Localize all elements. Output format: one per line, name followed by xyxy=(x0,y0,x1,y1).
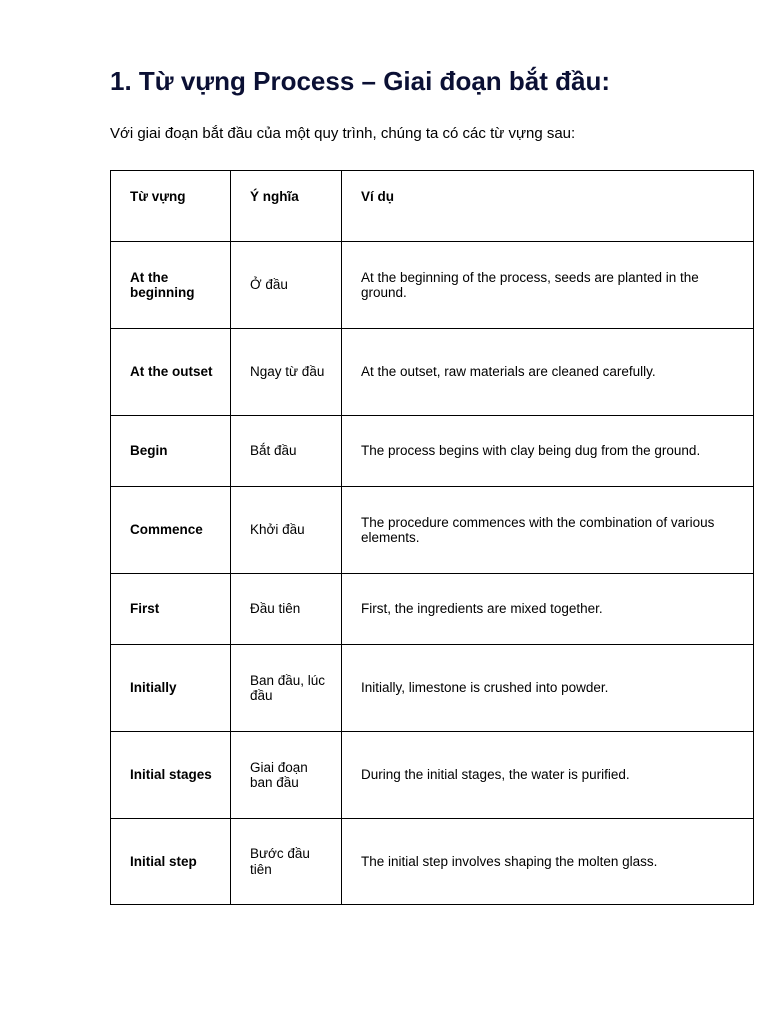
meaning-cell: Khởi đầu xyxy=(231,487,342,574)
example-cell: The process begins with clay being dug from the ground. xyxy=(342,416,754,487)
intro-paragraph: Với giai đoạn bắt đầu của một quy trình, chúng ta có các từ vựng sau: xyxy=(110,125,576,142)
example-cell: At the beginning of the process, seeds are planted in the ground. xyxy=(342,242,754,329)
word-cell: First xyxy=(111,574,231,645)
word-cell: Initial step xyxy=(111,819,231,905)
vocabulary-table xyxy=(110,170,754,905)
word-cell: Begin xyxy=(111,416,231,487)
table-row xyxy=(111,242,754,329)
page-heading: 1. Từ vựng Process – Giai đoạn bắt đầu: xyxy=(110,66,610,96)
meaning-cell: Đầu tiên xyxy=(231,574,342,645)
word-cell: Initial stages xyxy=(111,732,231,819)
table-header-row xyxy=(111,171,754,242)
meaning-cell: Ban đầu, lúc đầu xyxy=(231,645,342,732)
table-row xyxy=(111,819,754,905)
example-cell: At the outset, raw materials are cleaned carefully. xyxy=(342,329,754,416)
meaning-cell: Bắt đầu xyxy=(231,416,342,487)
example-cell: Initially, limestone is crushed into powder. xyxy=(342,645,754,732)
table-row xyxy=(111,487,754,574)
table-row xyxy=(111,732,754,819)
word-cell: At the beginning xyxy=(111,242,231,329)
meaning-cell: Ngay từ đầu xyxy=(231,329,342,416)
table-row xyxy=(111,645,754,732)
example-cell: The initial step involves shaping the molten glass. xyxy=(342,819,754,905)
header-cell-word: Từ vựng xyxy=(111,171,231,242)
word-cell: At the outset xyxy=(111,329,231,416)
word-cell: Commence xyxy=(111,487,231,574)
example-cell: During the initial stages, the water is purified. xyxy=(342,732,754,819)
word-cell: Initially xyxy=(111,645,231,732)
table-row xyxy=(111,416,754,487)
header-cell-meaning: Ý nghĩa xyxy=(231,171,342,242)
example-cell: First, the ingredients are mixed together. xyxy=(342,574,754,645)
table-row xyxy=(111,574,754,645)
table-row xyxy=(111,329,754,416)
meaning-cell: Bước đầu tiên xyxy=(231,819,342,905)
header-cell-example: Ví dụ xyxy=(342,171,754,242)
example-cell: The procedure commences with the combination of various elements. xyxy=(342,487,754,574)
meaning-cell: Giai đoạn ban đầu xyxy=(231,732,342,819)
meaning-cell: Ở đầu xyxy=(231,242,342,329)
